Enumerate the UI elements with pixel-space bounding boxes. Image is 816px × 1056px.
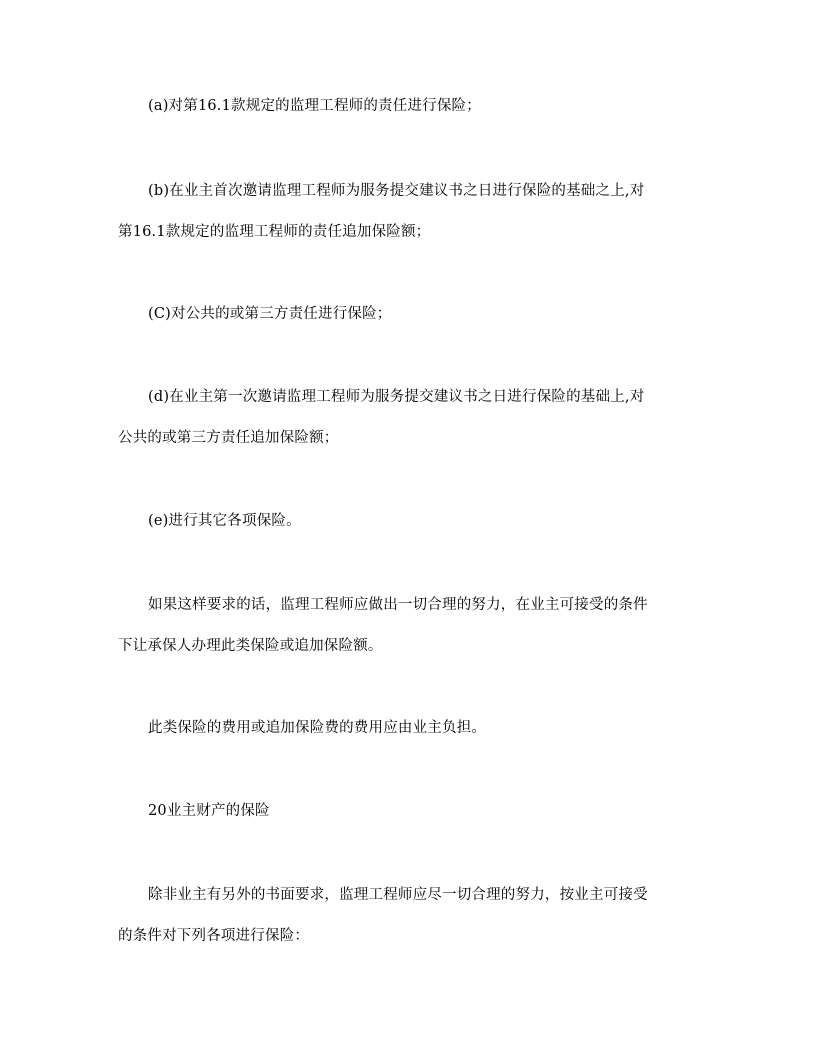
paragraph-line: (a)对第16.1款规定的监理工程师的责任进行保险； [148,98,481,114]
paragraph-line: (d)在业主第一次邀请监理工程师为服务提交建议书之日进行保险的基础上,对 [148,389,645,405]
paragraph-line: 的条件对下列各项进行保险： [118,928,310,944]
paragraph-a [118,86,698,127]
section-heading-20 [118,791,698,832]
paragraph-owner-property [118,875,698,957]
paragraph-line: 此类保险的费用或追加保险费的费用应由业主负担。 [148,720,487,736]
paragraph-line: 下让承保人办理此类保险或追加保险额。 [118,638,383,654]
paragraph-line: (e)进行其它各项保险。 [148,513,301,529]
paragraph-line: (C)对公共的或第三方责任进行保险； [148,306,392,322]
paragraph-line: 除非业主有另外的书面要求，监理工程师应尽一切合理的努力，按业主可接受 [148,887,648,903]
paragraph-cost-burden [118,708,698,749]
paragraph-line: (b)在业主首次邀请监理工程师为服务提交建议书之日进行保险的基础之上,对 [148,183,645,199]
paragraph-d [118,377,698,459]
paragraph-b [118,171,698,253]
paragraph-e [118,501,698,542]
paragraph-c [118,294,698,335]
section-heading: 20业主财产的保险 [148,803,270,819]
paragraph-line: 如果这样要求的话，监理工程师应做出一切合理的努力，在业主可接受的条件 [148,597,648,613]
paragraph-line: 第16.1款规定的监理工程师的责任追加保险额； [118,224,431,240]
paragraph-line: 公共的或第三方责任追加保险额； [118,430,339,446]
paragraph-insurer-arrangement [118,585,698,667]
